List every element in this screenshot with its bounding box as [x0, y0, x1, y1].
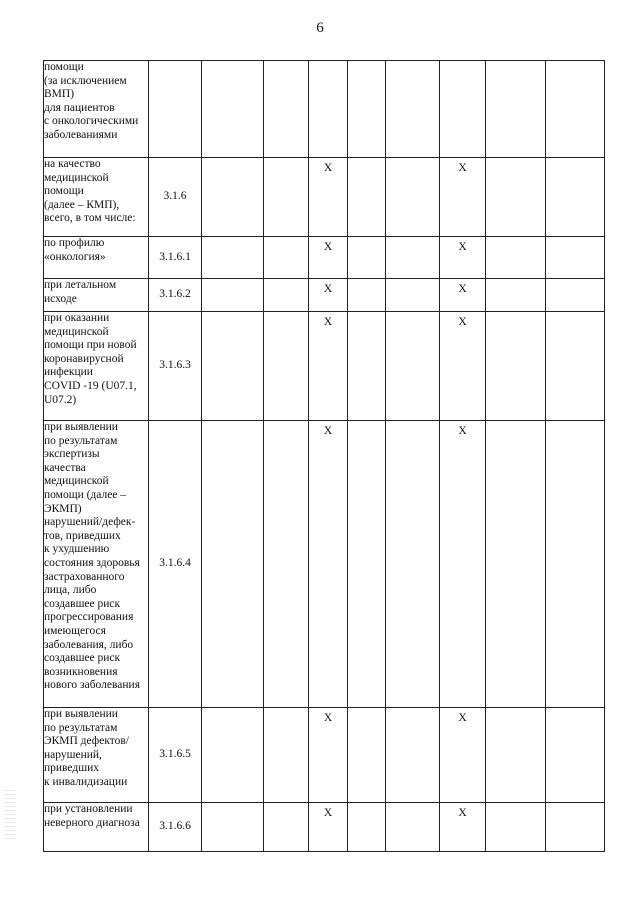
x-mark-cell: X [440, 279, 486, 312]
row-label-text: на качество медицинской помощи (далее – КМП), всего, в том числе: [44, 158, 136, 225]
empty-cell [486, 312, 546, 421]
empty-cell [546, 803, 605, 852]
row-label [44, 312, 149, 421]
row-label-text: при выявлении по результатам экспертизы качества медицинской помощи (далее – ЭКМП) нарушений/дефек- тов, приведших к ухудшению состояния здоровья застрахованного лица, либо создавшее риск прогрессирования имеющегося заболевания, либо создавшее риск возникновения нового заболевания [44, 421, 140, 692]
row-label-text: по профилю «онкология» [44, 237, 106, 263]
table-row [44, 158, 605, 237]
empty-cell [348, 158, 386, 237]
empty-cell [202, 237, 264, 279]
row-label-text: при установлении неверного диагноза [44, 803, 140, 829]
x-mark-cell: X [440, 158, 486, 237]
page-number: 6 [316, 20, 324, 36]
row-label [44, 421, 149, 708]
empty-cell [546, 708, 605, 803]
empty-cell [546, 237, 605, 279]
row-code: 3.1.6.2 [149, 279, 202, 312]
row-code: 3.1.6.6 [149, 803, 202, 852]
row-code: 3.1.6.3 [149, 312, 202, 421]
x-mark-cell: X [309, 312, 348, 421]
row-code: 3.1.6.1 [149, 237, 202, 279]
empty-cell [546, 279, 605, 312]
x-mark-cell: X [440, 312, 486, 421]
row-label-text: при оказании медицинской помощи при новой коронавирусной инфекции COVID -19 (U07.1, U07.2) [44, 312, 137, 406]
x-mark-cell: X [309, 158, 348, 237]
row-label [44, 61, 149, 158]
scan-artifact [4, 790, 16, 840]
empty-cell [546, 61, 605, 158]
empty-cell [202, 61, 264, 158]
row-label [44, 279, 149, 312]
x-mark-cell: X [440, 803, 486, 852]
row-label [44, 708, 149, 803]
x-mark-cell: X [309, 708, 348, 803]
empty-cell [264, 279, 309, 312]
empty-cell [486, 61, 546, 158]
empty-cell [386, 61, 440, 158]
row-code: 3.1.6.4 [149, 421, 202, 708]
empty-cell [202, 279, 264, 312]
table-row [44, 279, 605, 312]
row-label [44, 803, 149, 852]
empty-cell [386, 708, 440, 803]
row-code [149, 61, 202, 158]
empty-cell [264, 158, 309, 237]
empty-cell [486, 279, 546, 312]
empty-cell [486, 158, 546, 237]
table-row [44, 803, 605, 852]
x-mark-cell: X [440, 708, 486, 803]
empty-cell [486, 708, 546, 803]
empty-cell [386, 279, 440, 312]
row-code: 3.1.6 [149, 158, 202, 237]
table-row [44, 237, 605, 279]
x-mark-cell: X [309, 421, 348, 708]
empty-cell [486, 237, 546, 279]
empty-cell [386, 803, 440, 852]
empty-cell [348, 279, 386, 312]
x-mark-cell: X [309, 803, 348, 852]
row-label [44, 158, 149, 237]
empty-cell [264, 61, 309, 158]
empty-cell [386, 312, 440, 421]
empty-cell [486, 803, 546, 852]
empty-cell [348, 421, 386, 708]
empty-cell [546, 158, 605, 237]
table-row [44, 61, 605, 158]
table-row [44, 708, 605, 803]
empty-cell [202, 158, 264, 237]
empty-cell [202, 421, 264, 708]
empty-cell [486, 421, 546, 708]
row-code: 3.1.6.5 [149, 708, 202, 803]
empty-cell [546, 312, 605, 421]
empty-cell [386, 421, 440, 708]
x-mark-cell: X [440, 421, 486, 708]
empty-cell [264, 312, 309, 421]
empty-cell [202, 708, 264, 803]
empty-cell [264, 708, 309, 803]
empty-cell [440, 61, 486, 158]
empty-cell [546, 421, 605, 708]
empty-cell [386, 237, 440, 279]
empty-cell [348, 803, 386, 852]
table-row [44, 421, 605, 708]
row-label-text: при летальном исходе [44, 279, 117, 305]
row-label-text: при выявлении по результатам ЭКМП дефектов/ нарушений, приведших к инвалидизации [44, 708, 130, 788]
empty-cell [348, 708, 386, 803]
empty-cell [202, 803, 264, 852]
empty-cell [386, 158, 440, 237]
empty-cell [264, 237, 309, 279]
row-label [44, 237, 149, 279]
empty-cell [348, 61, 386, 158]
table-row [44, 312, 605, 421]
empty-cell [202, 312, 264, 421]
row-label-text: помощи (за исключением ВМП) для пациентов с онкологическими заболеваниями [44, 61, 139, 141]
empty-cell [264, 421, 309, 708]
empty-cell [348, 312, 386, 421]
x-mark-cell: X [309, 279, 348, 312]
empty-cell [264, 803, 309, 852]
x-mark-cell: X [309, 237, 348, 279]
report-table [43, 60, 605, 852]
empty-cell [348, 237, 386, 279]
x-mark-cell: X [440, 237, 486, 279]
empty-cell [309, 61, 348, 158]
